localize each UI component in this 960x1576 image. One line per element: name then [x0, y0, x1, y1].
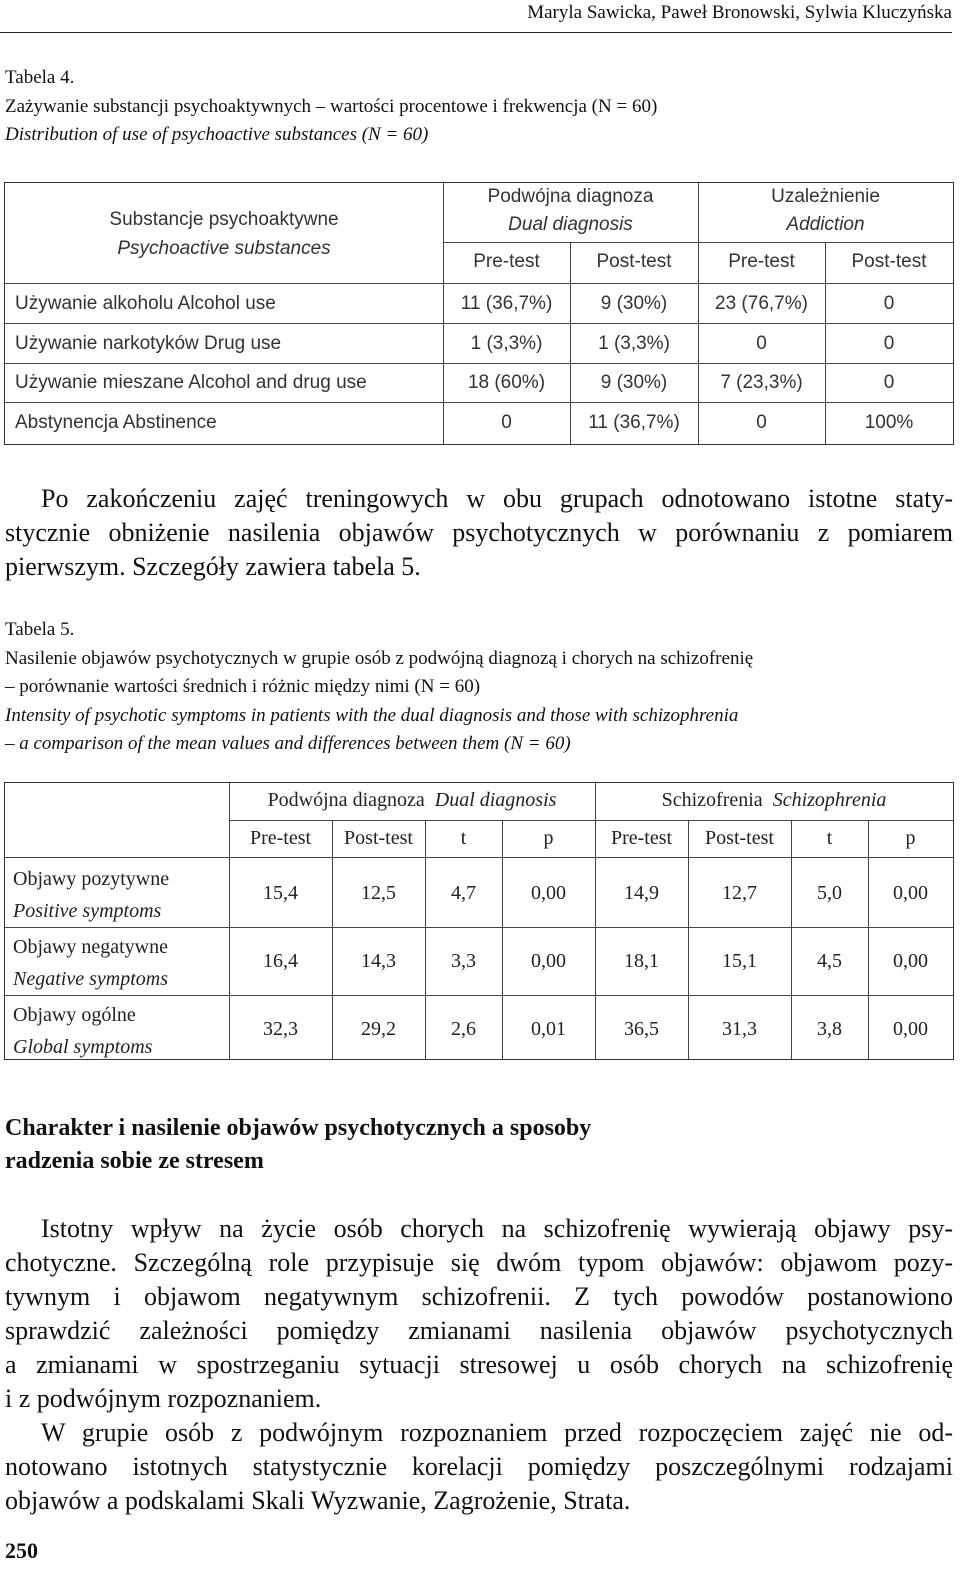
paragraph-1-line: stycznie obniżenie nasilenia objawów psychotycznych w porównaniu z pomiarem [5, 518, 953, 547]
table5-row-label [13, 863, 169, 927]
section-heading [5, 1112, 705, 1178]
table5-subheader: t [460, 827, 467, 849]
paragraph-1 [5, 482, 953, 584]
table5-cell: 31,3 [722, 1018, 757, 1040]
dual-header-pl: Podwójna diagnoza [487, 186, 654, 207]
table5-row-label [13, 931, 168, 995]
paragraph-2-line: i z podwójnym rozpoznaniem. [5, 1384, 322, 1413]
table5-title-en: – a comparison of the mean values and differences between them (N = 60) [5, 733, 571, 754]
row-label-en: Global symptoms [13, 1036, 153, 1058]
table5-subheader: Post-test [344, 827, 413, 849]
table5-cell: 4,7 [451, 882, 476, 904]
table5-cell: 0,00 [893, 882, 928, 904]
table5-cell: 14,9 [624, 882, 659, 904]
table5-dual-header [229, 789, 595, 812]
table5-group-rule [229, 820, 953, 821]
table5-cell: 0,00 [531, 882, 566, 904]
table4-cell: 23 (76,7%) [715, 293, 808, 314]
table4-subheader: Post-test [851, 251, 927, 272]
table4-title-en: Distribution of use of psychoactive substances (N = 60) [5, 124, 429, 145]
table4-cell: 0 [883, 333, 895, 354]
table5-schizo-header [595, 789, 953, 812]
table4-label: Tabela 4. [5, 67, 75, 88]
table4-row-label: Używanie mieszane Alcohol and drug use [15, 372, 367, 393]
table4-row-label: Używanie alkoholu Alcohol use [15, 293, 276, 314]
dual-header-en: Dual diagnosis [434, 789, 557, 811]
substances-header-en: Psychoactive substances [117, 238, 331, 259]
dual-header-en: Dual diagnosis [508, 214, 633, 235]
table5-subheader: Pre-test [610, 827, 673, 849]
table5-cell: 18,1 [624, 950, 659, 972]
table4-cell: 1 (3,3%) [470, 333, 543, 354]
table4-cell: 0 [501, 412, 512, 433]
section-heading-line: radzenia sobie ze stresem [5, 1148, 264, 1174]
table4-cell: 9 (30%) [600, 372, 668, 393]
table5-cell: 2,6 [451, 1018, 476, 1040]
table5-subheader: p [905, 827, 916, 849]
addiction-header-pl: Uzależnienie [771, 186, 880, 207]
table4-cell: 0 [756, 333, 767, 354]
table4-subheader: Pre-test [473, 251, 540, 272]
table5-cell: 15,4 [263, 882, 298, 904]
table4-cell: 1 (3,3%) [598, 333, 670, 354]
row-label-en: Positive symptoms [13, 900, 162, 922]
table5-cell: 29,2 [361, 1018, 396, 1040]
table5-subheader: Post-test [705, 827, 774, 849]
table4-cell: 0 [883, 372, 895, 393]
table4-cell: 7 (23,3%) [720, 372, 803, 393]
table4-cell: 11 (36,7%) [588, 412, 680, 433]
table5-cell: 12,5 [361, 882, 396, 904]
table5-caption [5, 616, 955, 759]
table5-subheader: t [826, 827, 833, 849]
paragraph-3-line: notowano istotnych statystycznie korelacji pomiędzy poszczególnymi rodzajami [5, 1452, 953, 1481]
table5-subheader: p [543, 827, 554, 849]
row-label-pl: Objawy negatywne [13, 936, 168, 958]
table5-row-rule [5, 995, 953, 996]
table4 [4, 182, 954, 445]
table5-cell: 14,3 [361, 950, 396, 972]
table4-header-rule [5, 283, 953, 284]
table5-cell: 3,8 [817, 1018, 842, 1040]
paragraph-2 [5, 1212, 953, 1416]
table5-cell: 0,01 [531, 1018, 566, 1040]
table5-cell: 0,00 [893, 1018, 928, 1040]
table5-cell: 16,4 [263, 950, 298, 972]
table5-cell: 36,5 [624, 1018, 659, 1040]
table4-dual-header [443, 183, 698, 239]
paragraph-2-line: tywnym i objawom negatywnym schizofrenii. Z tych powodów postanowiono [5, 1282, 953, 1311]
paragraph-3-line: objawów a podskalami Skali Wyzwanie, Zagrożenie, Strata. [5, 1486, 631, 1515]
paragraph-2-line: sprawdzić zależności pomiędzy zmianami nasilenia objawów psychotycznych [5, 1316, 953, 1345]
table5-title-pl: – porównanie wartości średnich i różnic między nimi (N = 60) [5, 676, 481, 697]
table4-cell: 11 (36,7%) [460, 293, 553, 314]
paragraph-2-line: Istotny wpływ na życie osób chorych na schizofrenię wywierają objawy psy- [41, 1214, 953, 1243]
row-label-pl: Objawy ogólne [13, 1004, 136, 1026]
table4-title-pl: Zażywanie substancji psychoaktywnych – wartości procentowe i frekwencja (N = 60) [5, 95, 658, 117]
table5-row-rule [5, 927, 953, 928]
table5-title-pl: Nasilenie objawów psychotycznych w grupie osób z podwójną diagnozą i chorych na schizofrenię [5, 647, 754, 669]
row-label-pl: Objawy pozytywne [13, 868, 170, 890]
paragraph-2-line: a zmianami w spostrzeganiu sytuacji stresowej u osób chorych na schizofrenię [5, 1350, 953, 1379]
table5-cell: 12,7 [722, 882, 757, 904]
paragraph-1-line: pierwszym. Szczegóły zawiera tabela 5. [5, 552, 421, 581]
schizo-header-pl: Schizofrenia [661, 789, 763, 811]
table5-cell: 0,00 [893, 950, 928, 972]
paragraph-1-line: Po zakończeniu zajęć treningowych w obu grupach odnotowano istotne staty- [41, 484, 953, 513]
table4-cell: 18 (60%) [467, 372, 546, 393]
table4-substances-header [5, 205, 443, 263]
table4-subheader: Pre-test [728, 251, 795, 272]
table5-header-rule [5, 857, 953, 858]
row-label-en: Negative symptoms [13, 968, 168, 990]
table4-caption [5, 64, 955, 150]
table5-cell: 32,3 [263, 1018, 298, 1040]
table5 [4, 782, 954, 1060]
table4-addiction-header [698, 183, 953, 239]
table4-cell: 0 [883, 293, 895, 314]
table5-cell: 4,5 [817, 950, 842, 972]
page-number: 250 [5, 1538, 38, 1563]
table4-row-label: Używanie narkotyków Drug use [15, 333, 282, 354]
table5-title-en: Intensity of psychotic symptoms in patients with the dual diagnosis and those with schizophrenia [5, 704, 739, 726]
table5-cell: 15,1 [722, 950, 757, 972]
table5-subheader: Pre-test [249, 827, 312, 849]
table4-row-rule [5, 363, 953, 364]
table4-subheader: Post-test [596, 251, 672, 272]
table4-cell: 0 [756, 412, 767, 433]
running-head: Maryla Sawicka, Paweł Bronowski, Sylwia Kluczyńska [0, 0, 952, 33]
table5-cell: 0,00 [531, 950, 566, 972]
table4-row-rule [5, 402, 953, 403]
table5-cell: 3,3 [451, 950, 476, 972]
paragraph-3-line: W grupie osób z podwójnym rozpoznaniem przed rozpoczęciem zajęć nie od- [41, 1418, 953, 1447]
table4-cell: 9 (30%) [600, 293, 668, 314]
dual-header-pl: Podwójna diagnoza [267, 789, 425, 811]
substances-header-pl: Substancje psychoaktywne [109, 209, 339, 230]
table4-row-rule [5, 323, 953, 324]
table4-row-label: Abstynencja Abstinence [15, 412, 217, 433]
table5-cell: 5,0 [817, 882, 842, 904]
table5-row-label [13, 999, 152, 1063]
addiction-header-en: Addiction [786, 214, 865, 235]
table5-label: Tabela 5. [5, 619, 75, 640]
paragraph-3 [5, 1416, 953, 1518]
table4-cell: 100% [864, 412, 914, 433]
schizo-header-en: Schizophrenia [772, 789, 887, 811]
paragraph-2-line: chotyczne. Szczególną role przypisuje się dwóm typom objawów: objawom pozy- [5, 1248, 953, 1277]
section-heading-line: Charakter i nasilenie objawów psychotycznych a sposoby [5, 1115, 592, 1141]
